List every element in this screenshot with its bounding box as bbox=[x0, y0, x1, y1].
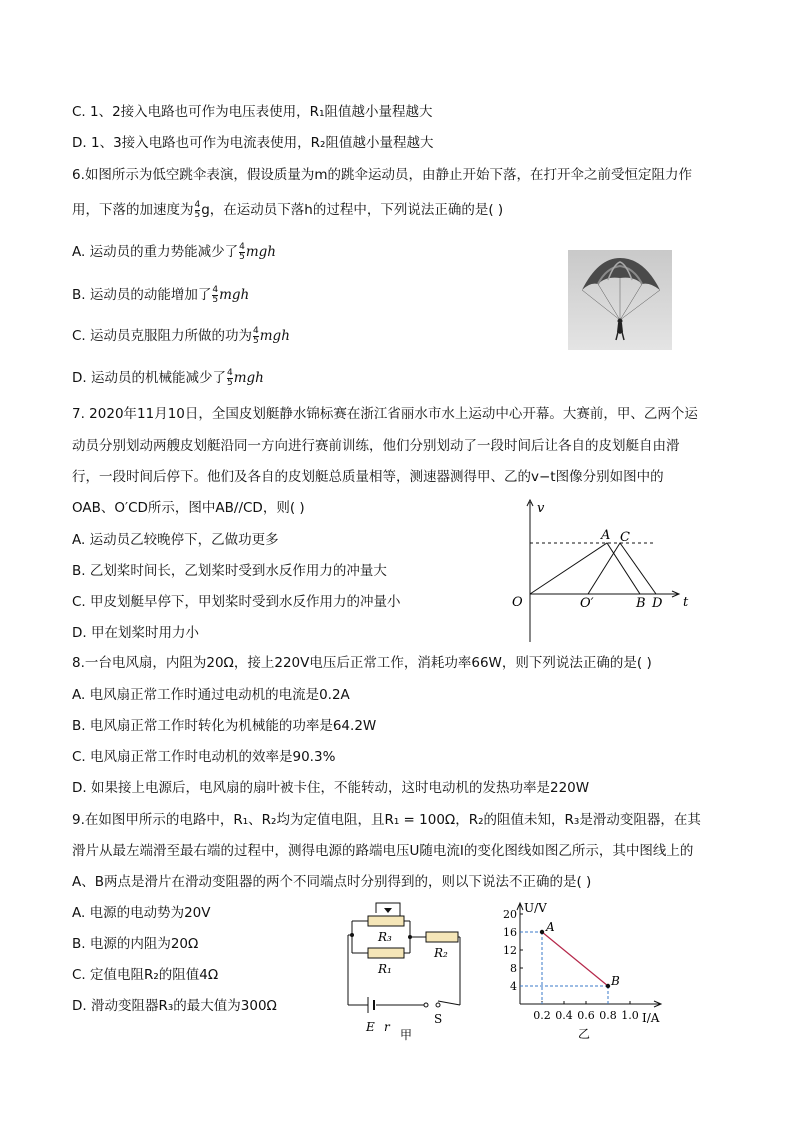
svg-text:甲: 甲 bbox=[400, 1028, 413, 1042]
q9-line2: 滑片从最左端滑至最右端的过程中，测得电源的路端电压U随电流I的变化图线如图乙所示，其中图线上的 bbox=[72, 843, 694, 859]
label-o: O bbox=[512, 595, 523, 610]
q6-option-c: C. 运动员克服阻力所做的功为 $\frac{4}{5}$ mgh bbox=[72, 325, 290, 346]
slider-arrow bbox=[384, 908, 392, 913]
q9-option-a: A. 电源的电动势为20V bbox=[72, 905, 211, 921]
q6-stem-line2a: 用，下落的加速度为 bbox=[72, 202, 194, 218]
q8-option-c: C. 电风扇正常工作时电动机的效率是90.3% bbox=[72, 749, 336, 765]
ui-graph bbox=[500, 898, 670, 1043]
q6-stem-line1: 6.如图所示为低空跳伞表演，假设质量为m的跳伞运动员，由静止开始下落，在打开伞之前受恒定阻力作 bbox=[72, 167, 693, 183]
line-oab bbox=[530, 543, 640, 594]
x-tick-label: 0.2 bbox=[533, 1009, 551, 1022]
y-tick-label: 20 bbox=[503, 908, 517, 921]
line-ab bbox=[542, 932, 608, 986]
y-tick-label: 16 bbox=[503, 926, 517, 939]
svg-text:R₂: R₂ bbox=[434, 946, 448, 960]
x-tick-label: 0.4 bbox=[555, 1009, 573, 1022]
svg-text:E: E bbox=[366, 1020, 375, 1034]
label-v: v bbox=[537, 501, 545, 516]
q7-line2: 动员分别划动两艘皮划艇沿同一方向进行赛前训练，他们分别划动了一段时间后让各自的皮划艇自由滑 bbox=[72, 438, 680, 454]
q9-option-c: C. 定值电阻R₂的阻值4Ω bbox=[72, 967, 219, 983]
x-tick-label: 0.8 bbox=[599, 1009, 617, 1022]
label-a: A bbox=[546, 920, 555, 934]
vt-graph bbox=[508, 496, 698, 644]
point-a bbox=[540, 930, 544, 934]
q7-line3: 行，一段时间后停下。他们及各自的皮划艇总质量相等，测速器测得甲、乙的v−t图像分别如图中的 bbox=[72, 469, 664, 485]
q6-option-d: D. 运动员的机械能减少了 $\frac{4}{5}$ mgh bbox=[72, 367, 264, 388]
q9-option-d: D. 滑动变阻器R₃的最大值为300Ω bbox=[72, 998, 277, 1014]
label-op: O′ bbox=[580, 596, 594, 611]
q6-stem-line2b: g，在运动员下落h的过程中，下列说法正确的是( ) bbox=[201, 202, 504, 218]
q6-option-a: A. 运动员的重力势能减少了 $\frac{4}{5}$ mgh bbox=[72, 241, 276, 262]
q7-option-a: A. 运动员乙较晚停下，乙做功更多 bbox=[72, 532, 279, 548]
q7-option-c: C. 甲皮划艇早停下，甲划桨时受到水反作用力的冲量小 bbox=[72, 594, 401, 610]
y-tick-label: 12 bbox=[503, 944, 517, 957]
q7-option-d: D. 甲在划桨时用力小 bbox=[72, 625, 199, 641]
q8-option-d: D. 如果接上电源后，电风扇的扇叶被卡住，不能转动，这时电动机的发热功率是220W bbox=[72, 780, 590, 796]
parachute-photo bbox=[568, 250, 672, 350]
label-b: B bbox=[636, 596, 646, 611]
q6-stem-line2 bbox=[72, 200, 503, 220]
q7-option-b: B. 乙划桨时间长，乙划桨时受到水反作用力的冲量大 bbox=[72, 563, 387, 579]
resistor-r1 bbox=[368, 948, 404, 958]
q9-option-b: B. 电源的内阻为20Ω bbox=[72, 936, 199, 952]
y-tick-label: 8 bbox=[510, 962, 517, 975]
q6-fraction: $\frac{4}{5}$ bbox=[194, 199, 201, 220]
label-c: C bbox=[620, 530, 630, 545]
q6-option-b: B. 运动员的动能增加了 $\frac{4}{5}$ mgh bbox=[72, 284, 250, 305]
q7-line4: OAB、O′CD所示，图中AB//CD，则( ) bbox=[72, 500, 305, 516]
svg-text:R₃: R₃ bbox=[378, 930, 392, 944]
line-ocd bbox=[588, 543, 656, 594]
q5-option-d: D. 1、3接入电路也可作为电流表使用，R₂阻值越小量程越大 bbox=[72, 135, 434, 151]
resistor-r3 bbox=[368, 916, 404, 926]
q8-stem: 8.一台电风扇，内阻为20Ω，接上220V电压后正常工作，消耗功率66W，则下列说法正确的是( ) bbox=[72, 655, 652, 671]
graph-caption: 乙 bbox=[578, 1027, 591, 1041]
label-b: B bbox=[611, 974, 620, 988]
label-a: A bbox=[601, 528, 611, 543]
q9-line1: 9.在如图甲所示的电路中，R₁、R₂均为定值电阻，且R₁ = 100Ω，R₂的阻值未知，R₃是滑动变阻器，在其 bbox=[72, 812, 701, 828]
label-d: D bbox=[652, 596, 663, 611]
ylabel: U/V bbox=[524, 901, 547, 915]
y-tick-label: 4 bbox=[510, 980, 517, 993]
x-tick-label: 1.0 bbox=[621, 1009, 639, 1022]
svg-text:r: r bbox=[384, 1020, 390, 1034]
resistor-r2 bbox=[426, 932, 458, 942]
xlabel: I/A bbox=[642, 1011, 660, 1025]
q8-option-b: B. 电风扇正常工作时转化为机械能的功率是64.2W bbox=[72, 718, 377, 734]
x-tick-label: 0.6 bbox=[577, 1009, 595, 1022]
label-t: t bbox=[683, 595, 689, 610]
q7-line1: 7. 2020年11月10日，全国皮划艇静水锦标赛在浙江省丽水市水上运动中心开幕。大赛前，甲、乙两个运 bbox=[72, 406, 698, 422]
circuit-diagram bbox=[340, 893, 470, 1043]
q9-line3: A、B两点是滑片在滑动变阻器的两个不同端点时分别得到的，则以下说法不正确的是( ) bbox=[72, 874, 592, 890]
point-b bbox=[606, 984, 610, 988]
svg-text:S: S bbox=[434, 1012, 443, 1026]
svg-text:R₁: R₁ bbox=[378, 962, 392, 976]
q8-option-a: A. 电风扇正常工作时通过电动机的电流是0.2A bbox=[72, 687, 350, 703]
q5-option-c: C. 1、2接入电路也可作为电压表使用，R₁阻值越小量程越大 bbox=[72, 104, 433, 120]
